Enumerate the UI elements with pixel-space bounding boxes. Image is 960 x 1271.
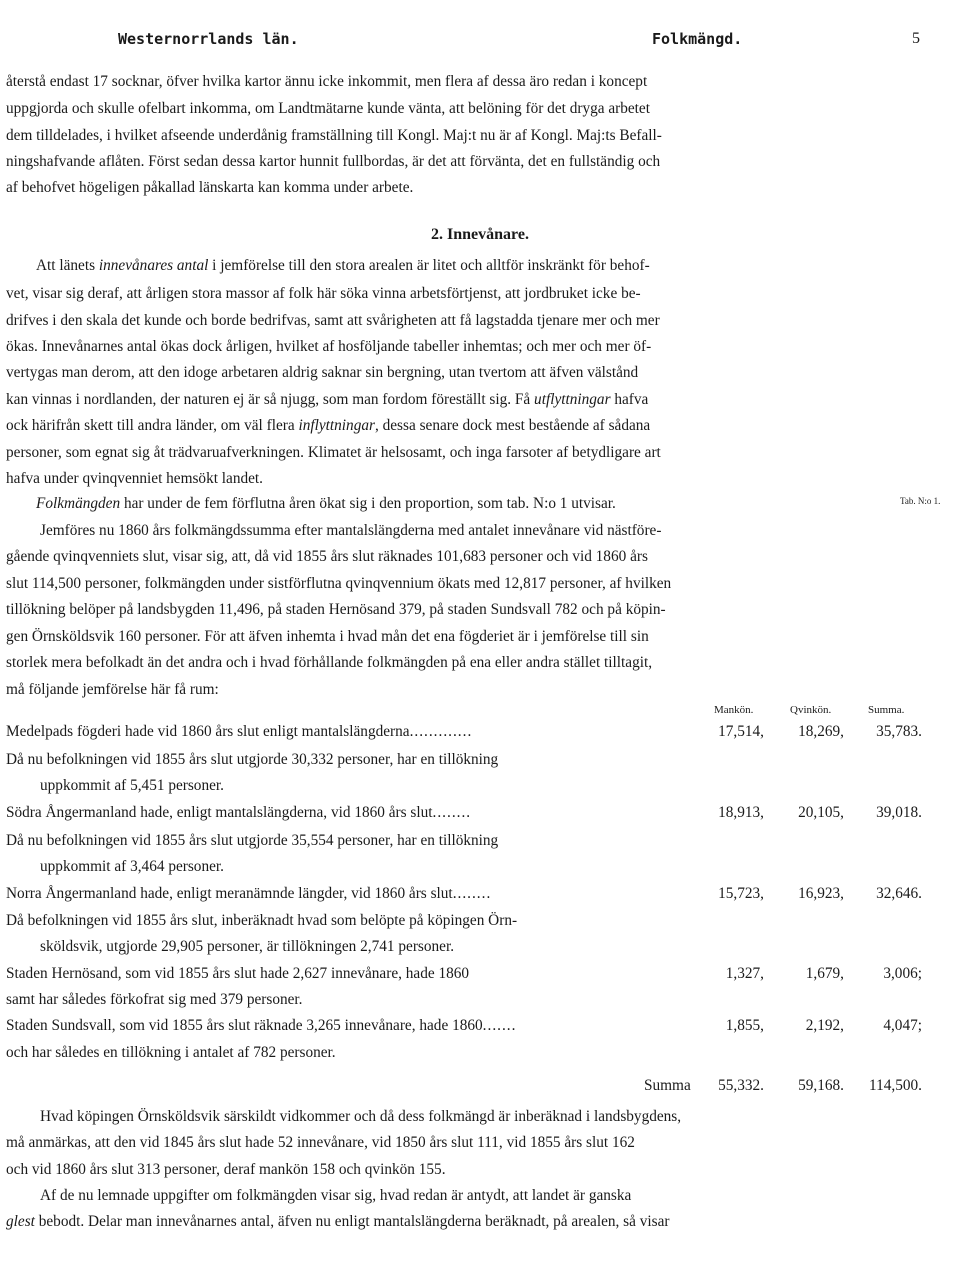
table-cell-female: 1,679, — [805, 965, 844, 982]
table-row-note: Då nu befolkningen vid 1855 års slut utgjorde 30,332 personer, har en tillökning — [6, 751, 499, 768]
para2-line: ökas. Innevånarnes antal ökas dock årligen, hvilket af hosföljande tabeller inhemtas; och mer och mer öf- — [6, 338, 652, 355]
para2-line: personer, som egnat sig åt trädvaruafverkningen. Klimatet är helsosamt, och inga farsoter af betydligare art — [6, 444, 661, 461]
table-cell-male: 1,327, — [725, 965, 764, 982]
table-row-note: och har således en tillökning i antalet af 782 personer. — [6, 1044, 336, 1061]
para5-line: må anmärkas, att den vid 1845 års slut hade 52 innevånare, vid 1850 års slut 111, vid 1855 års slut 162 — [6, 1134, 635, 1151]
para1-line: återstå endast 17 socknar, öfver hvilka kartor ännu icke inkommit, men flera af dessa äro redan i koncept — [6, 73, 648, 90]
table-cell-male: 15,723, — [718, 885, 764, 902]
col-header-female: Qvinkön. — [790, 704, 832, 716]
summa-female: 59,168. — [798, 1077, 844, 1094]
para1-line: ningshafvande aflåten. Först sedan dessa kartor hunnit fullbordas, är det att förvänta, det en fullständig och — [6, 153, 661, 170]
table-cell-total: 4,047; — [883, 1017, 922, 1034]
para6-line: glest bebodt. Delar man innevånarnes antal, äfven nu enligt mantalslängderna beräknadt, på arealen, så visar — [6, 1213, 670, 1230]
col-header-male: Mankön. — [714, 704, 754, 716]
para2-line: vet, visar sig deraf, att årligen stora massor af folk här söka vinna arbetsförtjenst, att jordbruket icke be- — [6, 285, 641, 302]
table-row-label: Norra Ångermanland hade, enligt meranämnde längder, vid 1860 års slut........ — [6, 885, 492, 902]
table-cell-male: 18,913, — [718, 804, 764, 821]
para4-line: storlek mera befolkadt än det andra och i hvad förhållande folkmängden på ena eller andra stället tilltagit, — [6, 654, 653, 671]
table-cell-total: 32,646. — [876, 885, 922, 902]
section-heading: 2. Innevånare. — [431, 226, 529, 243]
para5-line: Hvad köpingen Örnsköldsvik särskildt vidkommer och då dess folkmängd är inberäknad i landsbygdens, — [40, 1108, 682, 1125]
table-cell-total: 35,783. — [876, 723, 922, 740]
para2-line: Att länets innevånares antal i jemförelse till den stora arealen är litet och alltför inskränkt för behof- — [36, 257, 650, 274]
para4-line: slut 114,500 personer, folkmängden under sistförflutna qvinqvennium ökats med 12,817 personer, af hvilken — [6, 575, 672, 592]
table-cell-female: 2,192, — [805, 1017, 844, 1034]
page-number: 5 — [912, 30, 920, 47]
margin-note: Tab. N:o 1. — [900, 496, 941, 506]
table-row-note: samt har således förkofrat sig med 379 personer. — [6, 991, 303, 1008]
para2-line: kan vinnas i nordlanden, der naturen ej är så njugg, som man fordom föreställt sig. Få utflyttningar hafva — [6, 391, 649, 408]
header-title: Folkmängd. — [652, 30, 743, 48]
para2-line: vertygas man derom, att den idoge arbetaren aldrig saknar sin bergning, utan tvertom att äfven välstånd — [6, 364, 639, 381]
table-row-label: Medelpads fögderi hade vid 1860 års slut enligt mantalslängderna............. — [6, 723, 473, 740]
table-row-label: Staden Sundsvall, som vid 1855 års slut räknade 3,265 innevånare, hade 1860....... — [6, 1017, 517, 1034]
table-row-note: uppkommit af 3,464 personer. — [40, 858, 224, 875]
para1-line: af behofvet högeligen påkallad länskarta kan komma under arbete. — [6, 179, 414, 196]
para1-line: dem tilldelades, i hvilket afseende underdånig framställning till Kongl. Maj:t nu är af Kongl. Maj:ts Befall- — [6, 127, 662, 144]
table-cell-female: 16,923, — [798, 885, 844, 902]
table-cell-total: 3,006; — [883, 965, 922, 982]
col-header-total: Summa. — [868, 704, 905, 716]
table-cell-female: 18,269, — [798, 723, 844, 740]
table-row-note: sköldsvik, utgjorde 29,905 personer, är tillökningen 2,741 personer. — [40, 938, 455, 955]
para4-line: tillökning belöper på landsbygden 11,496, på staden Hernösand 379, på staden Sundsvall 782 och på köpin- — [6, 601, 666, 618]
para1-line: uppgjorda och skulle ofelbart inkomma, om Landtmätarne kunde vänta, att belöning för det dryga arbetet — [6, 100, 650, 117]
table-row-note: Då befolkningen vid 1855 års slut, inberäknadt hvad som belöpte på köpingen Örn- — [6, 912, 518, 929]
para4-line: må följande jemförelse här få rum: — [6, 681, 219, 698]
summa-label: Summa — [644, 1077, 691, 1094]
para4-line: gen Örnsköldsvik 160 personer. För att äfven inhemta i hvad mån det ena fögderiet är i jemförelse till sin — [6, 628, 649, 645]
table-row-note: uppkommit af 5,451 personer. — [40, 777, 224, 794]
table-cell-total: 39,018. — [876, 804, 922, 821]
para2-line: hafva under qvinqvenniet hemsökt landet. — [6, 470, 263, 487]
table-cell-female: 20,105, — [798, 804, 844, 821]
table-row-label: Södra Ångermanland hade, enligt mantalslängderna, vid 1860 års slut........ — [6, 804, 472, 821]
table-cell-male: 17,514, — [718, 723, 764, 740]
para2-line: ock härifrån skett till andra länder, om väl flera inflyttningar, dessa senare dock mest bestående af sådana — [6, 417, 651, 434]
table-cell-male: 1,855, — [725, 1017, 764, 1034]
summa-total: 114,500. — [869, 1077, 922, 1094]
para4-line: gående qvinqvenniets slut, visar sig, att, då vid 1855 års slut räknades 101,683 personer och vid 1860 års — [6, 548, 648, 565]
table-row-note: Då nu befolkningen vid 1855 års slut utgjorde 35,554 personer, har en tillökning — [6, 832, 499, 849]
para5-line: och vid 1860 års slut 313 personer, deraf mankön 158 och qvinkön 155. — [6, 1161, 446, 1178]
summa-male: 55,332. — [718, 1077, 764, 1094]
para4-line: Jemföres nu 1860 års folkmängdssumma efter mantalslängderna med antalet innevånare vid nästföre- — [40, 522, 662, 539]
header-region: Westernorrlands län. — [118, 30, 299, 48]
para6-line: Af de nu lemnade uppgifter om folkmängden visar sig, hvad redan är antydt, att landet är ganska — [40, 1187, 632, 1204]
para3-line: Folkmängden har under de fem förflutna åren ökat sig i den proportion, som tab. N:o 1 utvisar. — [36, 495, 616, 512]
table-row-label: Staden Hernösand, som vid 1855 års slut hade 2,627 innevånare, hade 1860 — [6, 965, 470, 982]
para2-line: drifves i den skala det kunde och borde bedrifvas, samt att svårigheten att få lagstadda tjenare mer och mer — [6, 312, 660, 329]
